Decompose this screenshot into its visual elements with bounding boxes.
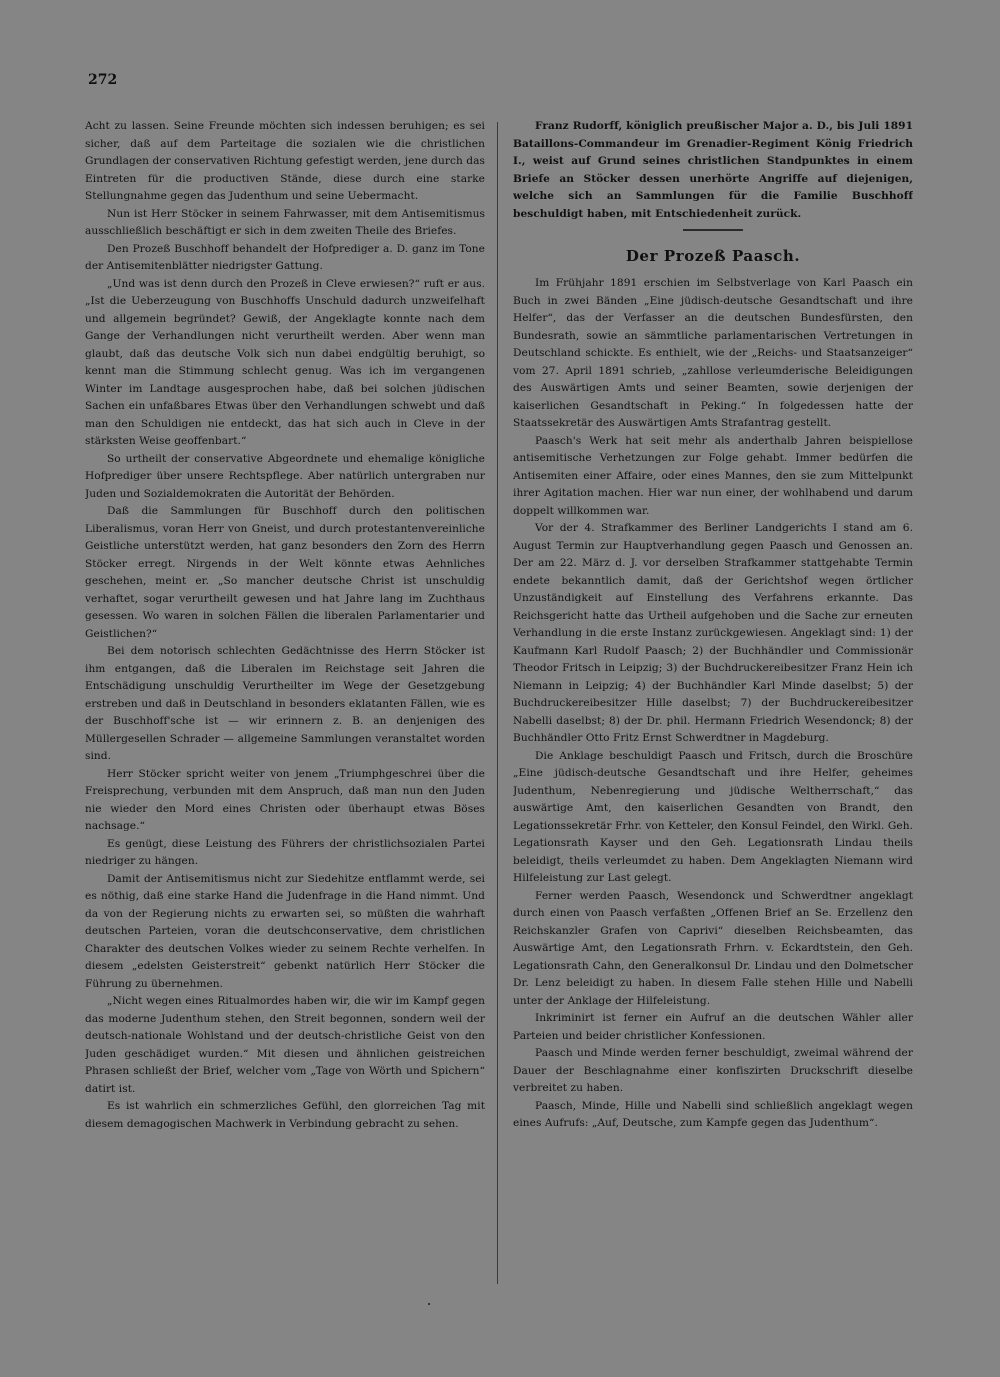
paragraph: Herr Stöcker spricht weiter von jenem „Triumphgeschrei über die Freisprechung, verbunden mit dem Anspruch, daß man nun den Juden nie wieder den Mord eines Christen oder überhaupt etwas Böses nachsage.“ — [85, 767, 485, 832]
paragraph: Es genügt, diese Leistung des Führers der christlichsozialen Partei niedriger zu hängen. — [85, 837, 485, 867]
paragraph: Den Prozeß Buschhoff behandelt der Hofprediger a. D. ganz im Tone der Antisemitenblätter niedrigster Gattung. — [85, 242, 485, 272]
paragraph: Bei dem notorisch schlechten Gedächtnisse des Herrn Stöcker ist ihm entgangen, daß die Liberalen im Reichstage seit Jahren die Entschädigung unschuldig Verurtheilter im Wege der Gesetzgebung erstreben und daß in Deutschland in besonders eklatanten Fällen, wie es der Buschhoff'sche ist — wir erinnern z. B. an denjenigen des Müllergesellen Schrader — allgemeine Sammlungen veranstaltet worden sind. — [85, 645, 485, 762]
paragraph: Paasch's Werk hat seit mehr als anderthalb Jahren beispiellose antisemitische Verhetzungen zur Folge gehabt. Immer bedürfen die Antisemiten einer Affaire, oder eines Mannes, den sie zum Mittelpunkt ihrer Agitation machen. Hier war nun einer, der wohlhabend und darum doppelt willkommen war. — [513, 434, 913, 517]
paragraph: Nun ist Herr Stöcker in seinem Fahrwasser, mit dem Antisemitismus ausschließlich beschäftigt er sich in dem zweiten Theile des Briefes. — [85, 207, 485, 237]
paragraph: Ferner werden Paasch, Wesendonck und Schwerdtner angeklagt durch einen von Paasch verfaßten „Offenen Brief an Se. Erzellenz den Reichskanzler Grafen von Caprivi“ dieselben Reichsbeamten, das Auswärtige Amt, den Legationsrath Frhrn. v. Eckardtstein, den Geh. Legationsrath Cahn, den Generalkonsul Dr. Lindau und den Dolmetscher Dr. Lenz beleidigt zu haben. In diesem Falle stehen Hille und Nabelli unter der Anklage der Hilfeleistung. — [513, 889, 913, 1007]
left-column — [85, 118, 485, 1298]
paragraph: „Nicht wegen eines Ritualmordes haben wir, die wir im Kampf gegen das moderne Judenthum stehen, den Streit begonnen, sondern weil der deutsch-nationale Wohlstand und der deutsch-christliche Geist von den Juden geschädiget wurden.“ Mit diesen und ähnlichen geistreichen Phrasen schließt der Brief, welcher vom „Tage von Wörth und Spichern“ datirt ist. — [85, 995, 485, 1095]
paragraph: „Und was ist denn durch den Prozeß in Cleve erwiesen?“ ruft er aus. „Ist die Ueberzeugung von Buschhoffs Unschuld dadurch unzweifelhaft und allgemein begründet? Gewiß, der Angeklagte konnte nach dem Gange der Verhandlungen nicht verurtheilt werden. Aber wenn man glaubt, daß das deutsche Volk sich nun dabei endgültig beruhigt, so kennt man die Stimmung schlecht genug. Was ich im vergangenen Winter im Landtage ausgesprochen habe, daß bei solchen jüdischen Sachen ein unfaßbares Etwas über den Verhandlungen schwebt und daß man den Schuldigen nie entdeckt, das hat sich auch in Cleve in der stärksten Weise geoffenbart.“ — [85, 277, 485, 447]
paragraph: So urtheilt der conservative Abgeordnete und ehemalige königliche Hofprediger über unsere Rechtspflege. Aber natürlich untergraben nur Juden und Sozialdemokraten die Autorität der Behörden. — [85, 452, 485, 500]
page-number: 272 — [88, 72, 118, 88]
paragraph: Im Frühjahr 1891 erschien im Selbstverlage von Karl Paasch ein Buch in zwei Bänden „Eine jüdisch-deutsche Gesandtschaft und ihre Helfer“, das der Verfasser an die deutschen Bundesfürsten, den Bundesrath, sowie an sämmtliche parlamentarischen Vertretungen in Deutschland schickte. Es enthielt, wie der „Reichs- und Staatsanzeiger“ vom 27. April 1891 schrieb, „zahllose verleumderische Beleidigungen des Auswärtigen Amts und seiner Beamten, sowie derjenigen der kaiserlichen Gesandtschaft in Peking.“ In folgedessen hatte der Staatssekretär des Auswärtigen Amts Strafantrag gestellt. — [513, 277, 913, 429]
paragraph: Paasch und Minde werden ferner beschuldigt, zweimal während der Dauer der Beschlagnahme einer konfiszirten Druckschrift dieselbe verbreitet zu haben. — [513, 1047, 913, 1094]
section-title: Der Prozeß Paasch. — [625, 247, 801, 265]
paragraph: Paasch, Minde, Hille und Nabelli sind schließlich angeklagt wegen eines Aufrufs: „Auf, Deutsche, zum Kampfe gegen das Judenthum“. — [513, 1099, 913, 1129]
paragraph: Die Anklage beschuldigt Paasch und Fritsch, durch die Broschüre „Eine jüdisch-deutsche Gesandtschaft und ihre Helfer, geheimes Judenthum, Nebenregierung und jüdische Weltherrschaft,“ das auswärtige Amt, den kaiserlichen Gesandten von Brandt, den Legationssekretär Frhr. von Ketteler, den Konsul Feindel, den Wirkl. Geh. Legationsrath Kayser und den Geh. Legationsrath Lindau theils beleidigt, theils verleumdet zu haben. Dem Angeklagten Niemann wird Hilfeleistung zur Last gelegt. — [513, 749, 913, 884]
paragraph: Inkriminirt ist ferner ein Aufruf an die deutschen Wähler aller Parteien und beider christlicher Konfessionen. — [513, 1012, 913, 1042]
paragraph: Acht zu lassen. Seine Freunde möchten sich indessen beruhigen; es sei sicher, daß auf dem Parteitage die sozialen wie die christlichen Grundlagen der conservativen Richtung gefestigt werden, jene durch das Eintreten für die productiven Stände, diese durch eine starke Stellungnahme gegen das Judenthum und seine Uebermacht. — [85, 120, 485, 202]
right-column — [513, 118, 913, 1298]
print-speck — [428, 1303, 430, 1305]
paragraph: Es ist wahrlich ein schmerzliches Gefühl, den glorreichen Tag mit diesem demagogischen Machwerk in Verbindung gebracht zu sehen. — [85, 1100, 485, 1130]
intro-paragraph: Franz Rudorff, königlich preußischer Major a. D., bis Juli 1891 Bataillons-Commandeur im Grenadier-Regiment König Friedrich I., weist auf Grund seines christlichen Standpunktes in einem Briefe an Stöcker dessen unerhörte Angriffe auf diejenigen, welche sich an Sammlungen für die Familie Buschhoff beschuldigt haben, mit Entschiedenheit zurück. — [513, 120, 913, 220]
paragraph: Vor der 4. Strafkammer des Berliner Landgerichts I stand am 6. August Termin zur Hauptverhandlung gegen Paasch und Genossen an. Der am 22. März d. J. vor derselben Strafkammer stattgehabte Termin endete bekanntlich damit, daß der Gerichtshof wegen örtlicher Unzuständigkeit auf Einstellung des Verfahrens erkannte. Das Reichsgericht hatte das Urtheil aufgehoben und die Sache zur erneuten Verhandlung in die erste Instanz zurückgewiesen. Angeklagt sind: 1) der Kaufmann Karl Rudolf Paasch; 2) der Buchhändler und Commissionär Theodor Fritsch in Leipzig; 3) der Buchdruckereibesitzer Franz Hein ich Niemann in Leipzig; 4) der Buchhändler Karl Minde daselbst; 5) der Buchdruckereibesitzer Hille daselbst; 7) der Buchdruckereibesitzer Nabelli daselbst; 8) der Dr. phil. Hermann Friedrich Wesendonck; 8) der Buchhändler Otto Fritz Ernst Schwerdtner in Magdeburg. — [513, 522, 913, 744]
paragraph: Damit der Antisemitismus nicht zur Siedehitze entflammt werde, sei es nöthig, daß eine starke Hand die Judenfrage in die Hand nimmt. Und da von der Regierung nichts zu erwarten sei, so müßten die wahrhaft deutschen Parteien, voran die deutschconservative, dem christlichen Charakter des deutschen Volkes wieder zu seinem Rechte verhelfen. In diesem „edelsten Geisterstreit“ gebenkt natürlich Herr Stöcker die Führung zu übernehmen. — [85, 872, 485, 990]
section-divider — [683, 229, 743, 231]
paragraph: Daß die Sammlungen für Buschhoff durch den politischen Liberalismus, voran Herr von Gneist, und durch protestantenvereinliche Geistliche unterstützt werden, hat ganz besonders den Zorn des Herrn Stöcker erregt. Nirgends in der Welt könnte etwas Aehnliches geschehen, meint er. „So mancher deutsche Christ ist unschuldig verhaftet, sogar verurtheilt gewesen und hat Jahre lang im Zuchthaus gesessen. Wo waren in solchen Fällen die liberalen Parlamentarier und Geistlichen?“ — [85, 505, 485, 640]
column-divider — [497, 122, 498, 1284]
